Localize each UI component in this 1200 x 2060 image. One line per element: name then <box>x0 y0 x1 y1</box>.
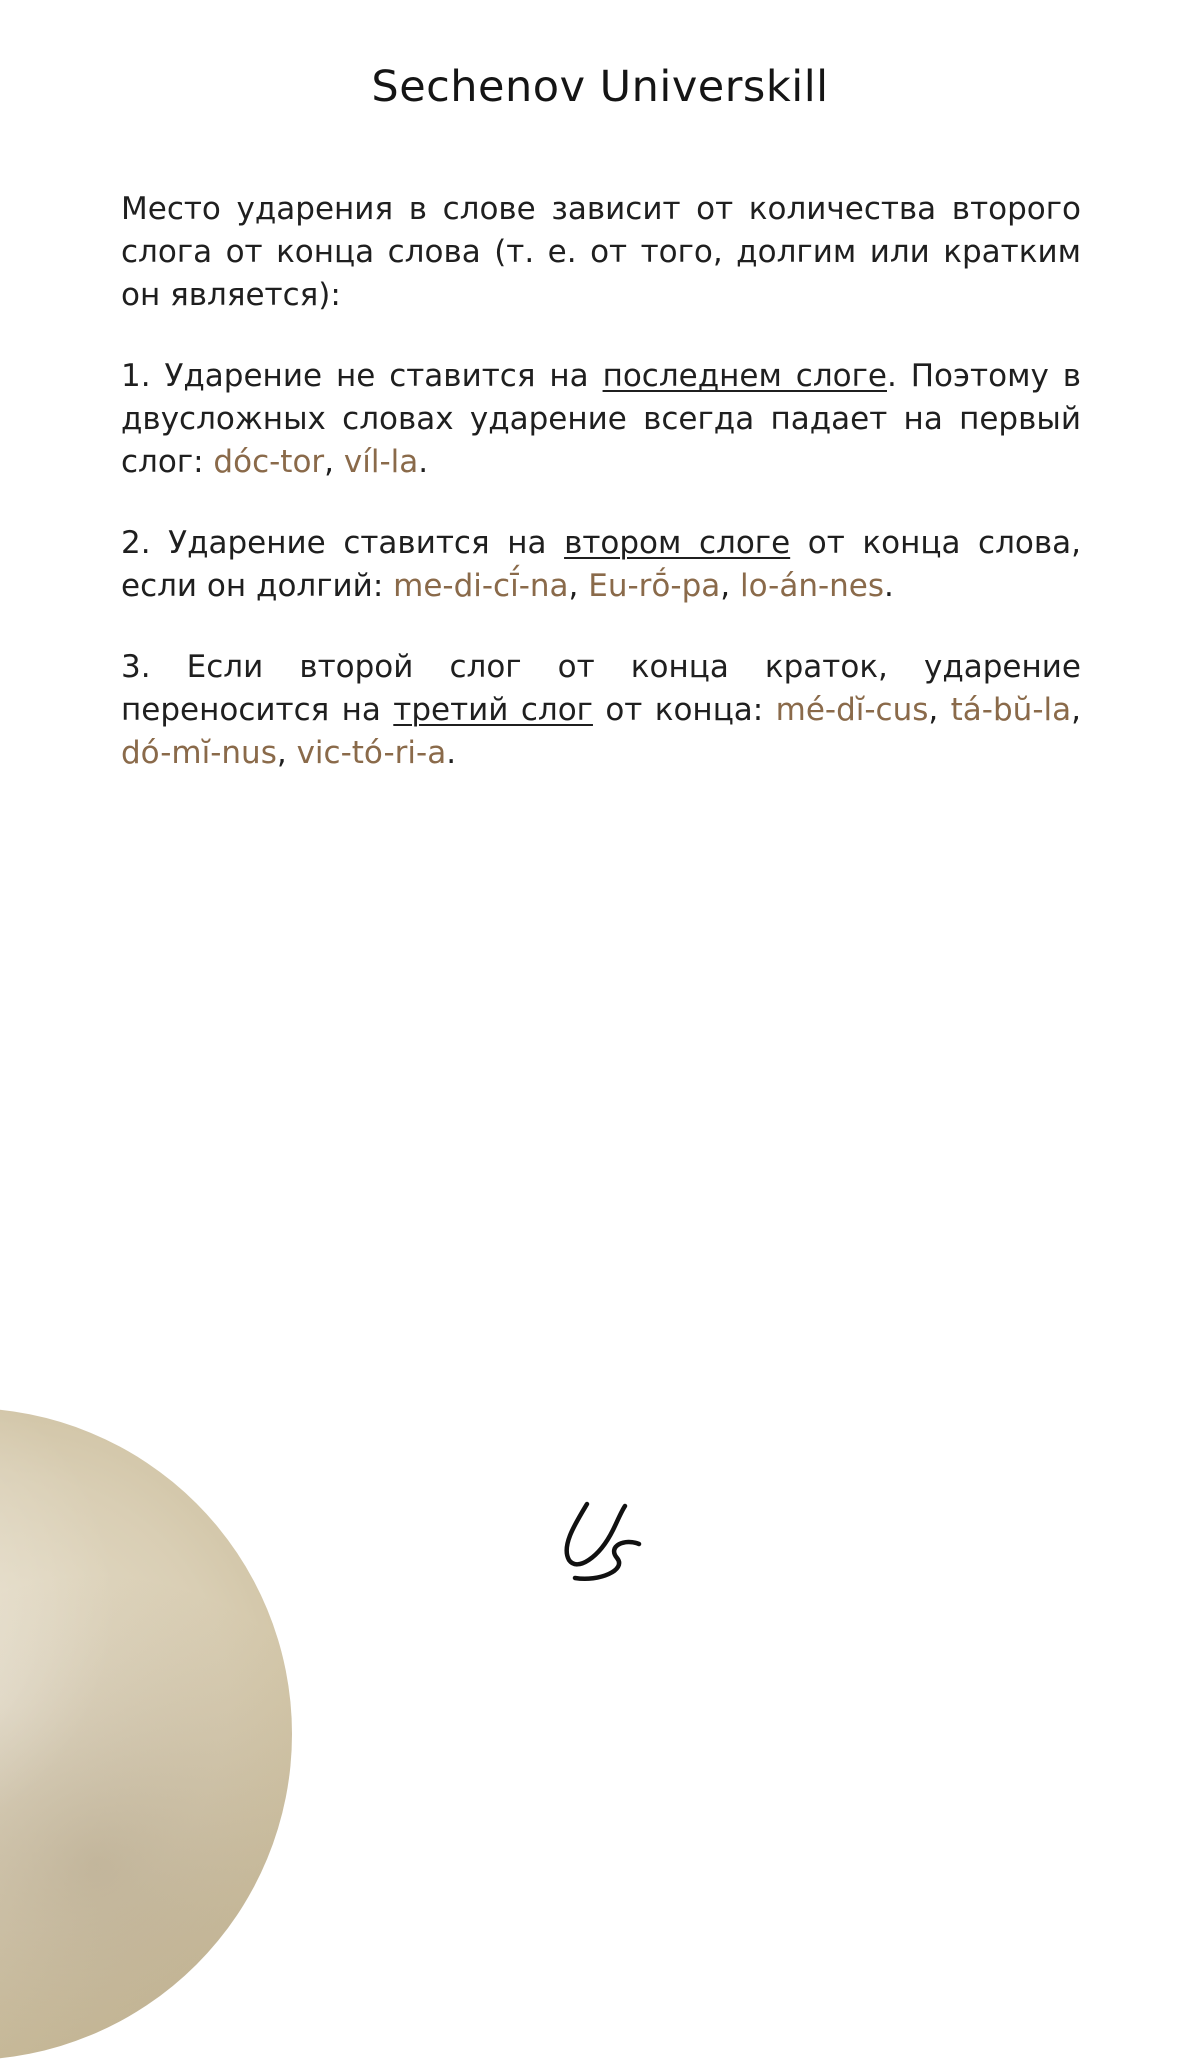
separator: , <box>720 568 740 604</box>
rule-2-example: Eu-rṓ-pa <box>588 568 721 604</box>
separator: , <box>928 692 951 728</box>
end-period: . <box>884 568 894 604</box>
end-period: . <box>418 444 429 480</box>
rule-2-underlined-term: втором слоге <box>564 525 791 561</box>
rule-1-paragraph <box>121 355 1081 484</box>
separator: , <box>276 735 297 771</box>
rule-1-underlined-term: последнем слоге <box>602 358 887 394</box>
rule-2-middle: от конца слова, если он долгий: <box>121 525 1081 604</box>
rule-1-prefix: 1. Ударение не ставится на <box>121 358 603 394</box>
rule-2-prefix: 2. Ударение ставится на <box>121 525 565 561</box>
page-title: Sechenov Universkill <box>371 62 829 112</box>
rule-3-example: dó-mĭ-nus <box>121 735 277 771</box>
rule-2-example: me-di-cī́-na <box>393 568 569 604</box>
rule-3-middle: от конца: <box>592 692 776 728</box>
end-period: . <box>446 735 457 771</box>
separator: , <box>324 444 344 480</box>
rule-3-paragraph <box>121 646 1081 775</box>
document-body <box>121 188 1081 813</box>
rule-2-example: lo-án-nes <box>739 568 885 604</box>
rule-1-example: dóc-tor <box>213 444 325 480</box>
rule-3-example: tá-bŭ-la <box>950 692 1072 728</box>
rule-1-middle: . Поэтому в двусложных словах ударение всегда падает на первый слог: <box>121 358 1081 480</box>
rule-3-prefix: 3. Если второй слог от конца краток, ударение переносится на <box>121 649 1081 728</box>
parchment-circle-decoration <box>0 1408 292 2060</box>
separator: , <box>1071 692 1081 728</box>
rule-1-example: víl-la <box>343 444 419 480</box>
rule-2-paragraph <box>121 522 1081 608</box>
us-monogram-logo-icon <box>555 1500 651 1584</box>
rule-3-example: vic-tó-ri-a <box>296 735 447 771</box>
intro-paragraph: Место ударения в слове зависит от количества второго слога от конца слова (т. е. от того, долгим или кратким он является): <box>121 191 1081 313</box>
rule-3-underlined-term: третий слог <box>393 692 593 728</box>
rule-3-example: mé-dĭ-cus <box>775 692 929 728</box>
separator: , <box>568 568 589 604</box>
